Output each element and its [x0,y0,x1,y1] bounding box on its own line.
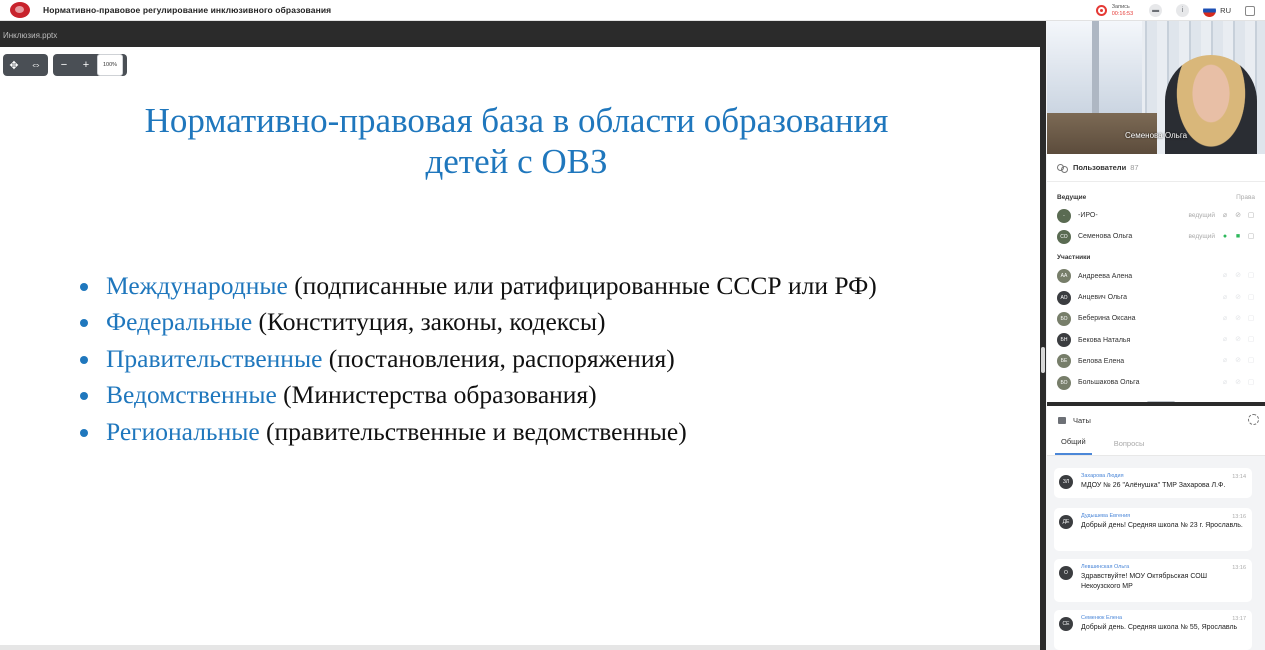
user-row[interactable] [1047,266,1265,287]
avatar: - [1057,209,1071,223]
users-icon [1057,164,1067,172]
user-name: -ИРО- [1078,212,1098,220]
camera-off-icon[interactable]: ⊘ [1235,293,1241,301]
slide-canvas [0,47,1040,645]
fit-width-icon[interactable]: ⇔ [30,59,42,71]
zoom-in-button[interactable]: + [82,59,90,71]
message-author: Семенюк Елена [1081,615,1123,621]
user-name: Семенова Ольга [1078,233,1133,241]
user-name: Бекова Наталья [1078,336,1131,344]
avatar: АА [1057,269,1071,283]
message-author: Дудышева Евгения [1081,513,1131,519]
bullet-item [80,268,877,304]
message-author: Захарова Людия [1081,473,1124,479]
camera-off-icon[interactable]: ⊘ [1235,272,1241,280]
zoom-level[interactable]: 100% [97,54,123,76]
top-bar [0,0,1265,21]
record-icon[interactable] [1096,5,1107,16]
avatar: БН [1057,333,1071,347]
slide-bullet-list [80,268,877,450]
user-name: Анцевич Ольга [1078,294,1127,302]
record-label: Запись [1111,4,1130,10]
slide-title-line-2: детей с ОВЗ [425,142,608,181]
chat-tabs [1047,434,1265,456]
participants-label: Участники [1057,254,1091,262]
user-row[interactable] [1047,205,1265,226]
speaker-name: Семенова Ольга [1125,131,1188,140]
tab-general[interactable]: Общий [1055,437,1092,455]
users-label: Пользователи [1073,163,1127,172]
screen-share-icon[interactable]: ▢ [1247,336,1255,344]
avatar: АО [1057,291,1071,305]
avatar: БО [1057,376,1071,390]
rights-label: Права [1236,193,1255,201]
event-title: Нормативно-правовое регулирование инклюзивного образования [43,5,332,15]
record-status [1112,4,1133,17]
user-name: Большакова Ольга [1078,379,1140,387]
mic-off-icon[interactable]: ⌀ [1222,378,1228,386]
user-name: Андреева Алена [1078,272,1133,280]
language-selector[interactable]: RU [1220,6,1231,15]
bullet-item [80,377,877,413]
mic-off-icon[interactable]: ⌀ [1222,272,1228,280]
bullet-text: (Конституция, законы, кодексы) [252,307,606,337]
mic-on-icon[interactable]: ● [1222,232,1228,240]
chat-message [1054,468,1252,498]
chat-label: Чаты [1073,415,1091,425]
avatar: О [1059,566,1073,580]
users-panel [1047,154,1265,404]
app-logo-icon [10,2,30,18]
chat-header [1047,406,1265,434]
bullet-text: (подписанные или ратифицированные СССР или РФ) [287,271,877,300]
user-row[interactable] [1047,351,1265,372]
info-icon[interactable]: i [1176,4,1189,17]
message-text: Добрый день! Средняя школа № 23 г. Ярославль. [1081,522,1243,529]
users-count: 87 [1130,163,1139,172]
bullet-keyword: Региональные [106,416,260,446]
slide-title-line-1: Нормативно-правовая база в области образования [144,101,889,140]
user-name: Белова Елена [1078,357,1125,365]
camera-off-icon[interactable]: ⊘ [1235,314,1241,322]
bullet-keyword: Федеральные [106,307,253,337]
screen-share-icon[interactable]: ▢ [1247,272,1255,280]
bullet-item [80,414,877,450]
presentation-header [0,21,1040,47]
bullet-keyword: Международные [106,271,288,300]
screen-share-icon[interactable]: ▢ [1247,293,1255,301]
avatar: СО [1057,230,1071,244]
user-role: ведущий [1188,212,1215,220]
users-header[interactable] [1047,154,1265,182]
slide-bottom-strip [0,645,1040,650]
message-time: 13:17 [1232,616,1246,622]
chat-message [1054,508,1252,551]
participants-section-header [1047,250,1265,266]
avatar: БО [1057,312,1071,326]
user-row[interactable] [1047,308,1265,329]
gear-icon[interactable] [1248,414,1259,425]
user-row[interactable] [1047,372,1265,393]
camera-off-icon[interactable]: ⊘ [1235,357,1241,365]
message-author: Левшинская Ольга [1081,564,1130,570]
mic-off-icon[interactable]: ⌀ [1222,293,1228,301]
chat-icon [1058,417,1066,424]
chat-panel [1047,406,1265,650]
record-time: 00:16:53 [1111,10,1134,17]
user-role: ведущий [1188,233,1215,241]
zoom-controls [53,54,127,76]
user-row[interactable] [1047,226,1265,247]
message-time: 13:14 [1232,474,1246,480]
speaker-video [1047,21,1265,154]
user-row[interactable] [1047,329,1265,350]
bullet-keyword: Правительственные [106,343,323,373]
top-bar-controls [1096,0,1265,21]
screen-share-icon[interactable]: ▢ [1247,314,1255,322]
mic-off-icon[interactable]: ⌀ [1222,211,1228,219]
exit-icon[interactable] [1245,6,1255,16]
bullet-item [80,304,877,340]
screen-share-icon[interactable]: ▢ [1247,357,1255,365]
bullet-text: (постановления, распоряжения) [322,343,675,373]
screen-share-icon[interactable]: ▢ [1247,378,1255,386]
chat-message [1054,559,1252,602]
hosts-section-header [1047,189,1265,205]
user-name: Беберина Оксана [1078,315,1136,323]
mic-off-icon[interactable]: ⌀ [1222,314,1228,322]
message-text: Здравствуйте! МОУ Октябрьская СОШ Некоузского МР [1081,573,1208,590]
camera-off-icon[interactable]: ⊘ [1235,378,1241,386]
user-row[interactable] [1047,287,1265,308]
bullet-text: (правительственные и ведомственные) [259,416,687,446]
message-text: МДОУ № 26 "Алёнушка" ТМР Захарова Л.Ф. [1081,482,1226,489]
screen-share-icon[interactable]: ▢ [1247,232,1255,240]
avatar: ЗЛ [1059,475,1073,489]
mic-off-icon[interactable]: ⌀ [1222,336,1228,344]
panel-divider[interactable] [1040,21,1046,650]
presentation-file-name: Инклюзия.pptx [3,31,58,40]
pan-controls [3,54,48,76]
russian-flag-icon[interactable] [1203,4,1216,17]
bullet-item [80,341,877,377]
message-time: 13:16 [1232,565,1246,571]
avatar: БЕ [1057,354,1071,368]
message-text: Добрый день. Средняя школа № 55, Ярославль [1081,624,1238,631]
screen-share-icon[interactable]: ▢ [1247,211,1255,219]
chat-message [1054,610,1252,650]
mic-off-icon[interactable]: ⌀ [1222,357,1228,365]
zoom-out-button[interactable]: − [60,59,68,71]
folder-icon[interactable]: ▬ [1149,4,1162,17]
tab-questions[interactable]: Вопросы [1113,439,1145,448]
avatar: СЕ [1059,617,1073,631]
avatar: ДЕ [1059,515,1073,529]
camera-on-icon[interactable]: ■ [1235,232,1241,240]
bullet-keyword: Ведомственные [106,380,277,410]
bullet-text: (Министерства образования) [276,380,597,410]
camera-off-icon[interactable]: ⊘ [1235,336,1241,344]
move-icon[interactable]: ✥ [9,59,19,72]
hosts-label: Ведущие [1057,193,1087,201]
message-time: 13:16 [1232,514,1246,520]
camera-off-icon[interactable]: ⊘ [1235,211,1241,219]
resize-handle[interactable] [1041,347,1045,373]
